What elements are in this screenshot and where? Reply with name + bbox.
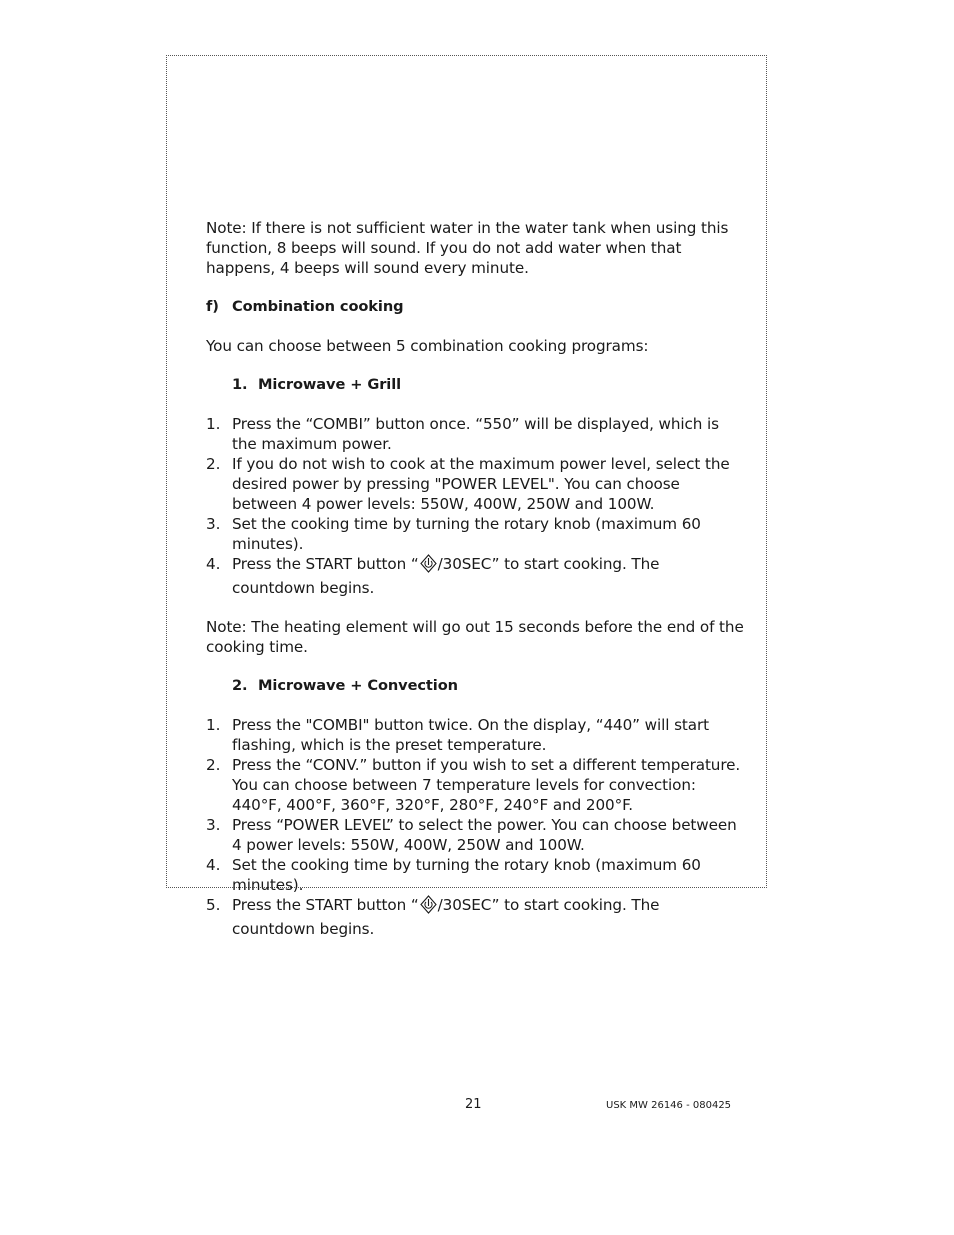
step-number: 1. [206,716,221,734]
step-text-before: Press the START button “ [232,896,419,914]
step-number: 1. [206,415,221,433]
steps-list-convection [206,715,746,939]
list-item [206,514,746,554]
list-item [206,454,746,514]
step-text-after: /30SEC” to start cooking. The countdown begins. [232,896,660,938]
section-marker: f) [206,298,219,315]
start-diamond-icon [420,554,437,578]
list-item [206,414,746,454]
program-marker: 1. [232,376,248,393]
steps-list-grill [206,414,746,598]
step-text-before: Press the START button “ [232,555,419,573]
document-code: USK MW 26146 - 080425 [606,1100,732,1111]
note-water: Note: If there is not sufficient water in the water tank when using this function, 8 beeps will sound. If you do not add water when that happens, 4 beeps will sound every minute. [206,219,729,277]
step-text: Press the “COMBI” button once. “550” will be displayed, which is the maximum power. [232,415,719,453]
list-item [206,755,746,815]
step-number: 4. [206,856,221,874]
step-text: Press “POWER LEVEL” to select the power. You can choose between 4 power levels: 550W, 400W, 250W and 100W. [232,816,737,854]
step-number: 2. [206,756,221,774]
program-heading-convection [206,676,746,696]
step-number: 4. [206,555,221,573]
step-text [232,895,746,939]
page-content [206,218,746,939]
program-marker: 2. [232,677,248,694]
intro-text: You can choose between 5 combination cooking programs: [206,337,649,355]
step-text: If you do not wish to cook at the maximum power level, select the desired power by pressing "POWER LEVEL". You can choose between 4 power levels: 550W, 400W, 250W and 100W. [232,455,730,513]
step-text [232,554,746,598]
page-number: 21 [465,1097,482,1112]
step-text: Press the "COMBI" button twice. On the display, “440” will start flashing, which is the preset temperature. [232,716,709,754]
step-number: 5. [206,896,221,914]
step-number: 3. [206,816,221,834]
step-text-after: /30SEC” to start cooking. The countdown begins. [232,555,660,597]
list-item [206,715,746,755]
step-number: 3. [206,515,221,533]
program-heading-grill [206,375,746,395]
step-text: Set the cooking time by turning the rotary knob (maximum 60 minutes). [232,515,701,553]
start-diamond-icon [420,895,437,919]
section-title: Combination cooking [232,298,404,315]
step-text: Press the “CONV.” button if you wish to set a different temperature. You can choose between 7 temperature levels for convection: 440°F, 400°F, 360°F, 320°F, 280°F, 240°F and 200°F. [232,756,741,814]
program-title: Microwave + Grill [258,376,402,393]
list-item [206,855,746,895]
note-heating: Note: The heating element will go out 15 seconds before the end of the cooking time. [206,618,744,656]
step-text: Set the cooking time by turning the rotary knob (maximum 60 minutes). [232,856,701,894]
program-title: Microwave + Convection [258,677,458,694]
section-heading [206,297,746,317]
list-item [206,815,746,855]
list-item [206,554,746,598]
step-number: 2. [206,455,221,473]
list-item [206,895,746,939]
